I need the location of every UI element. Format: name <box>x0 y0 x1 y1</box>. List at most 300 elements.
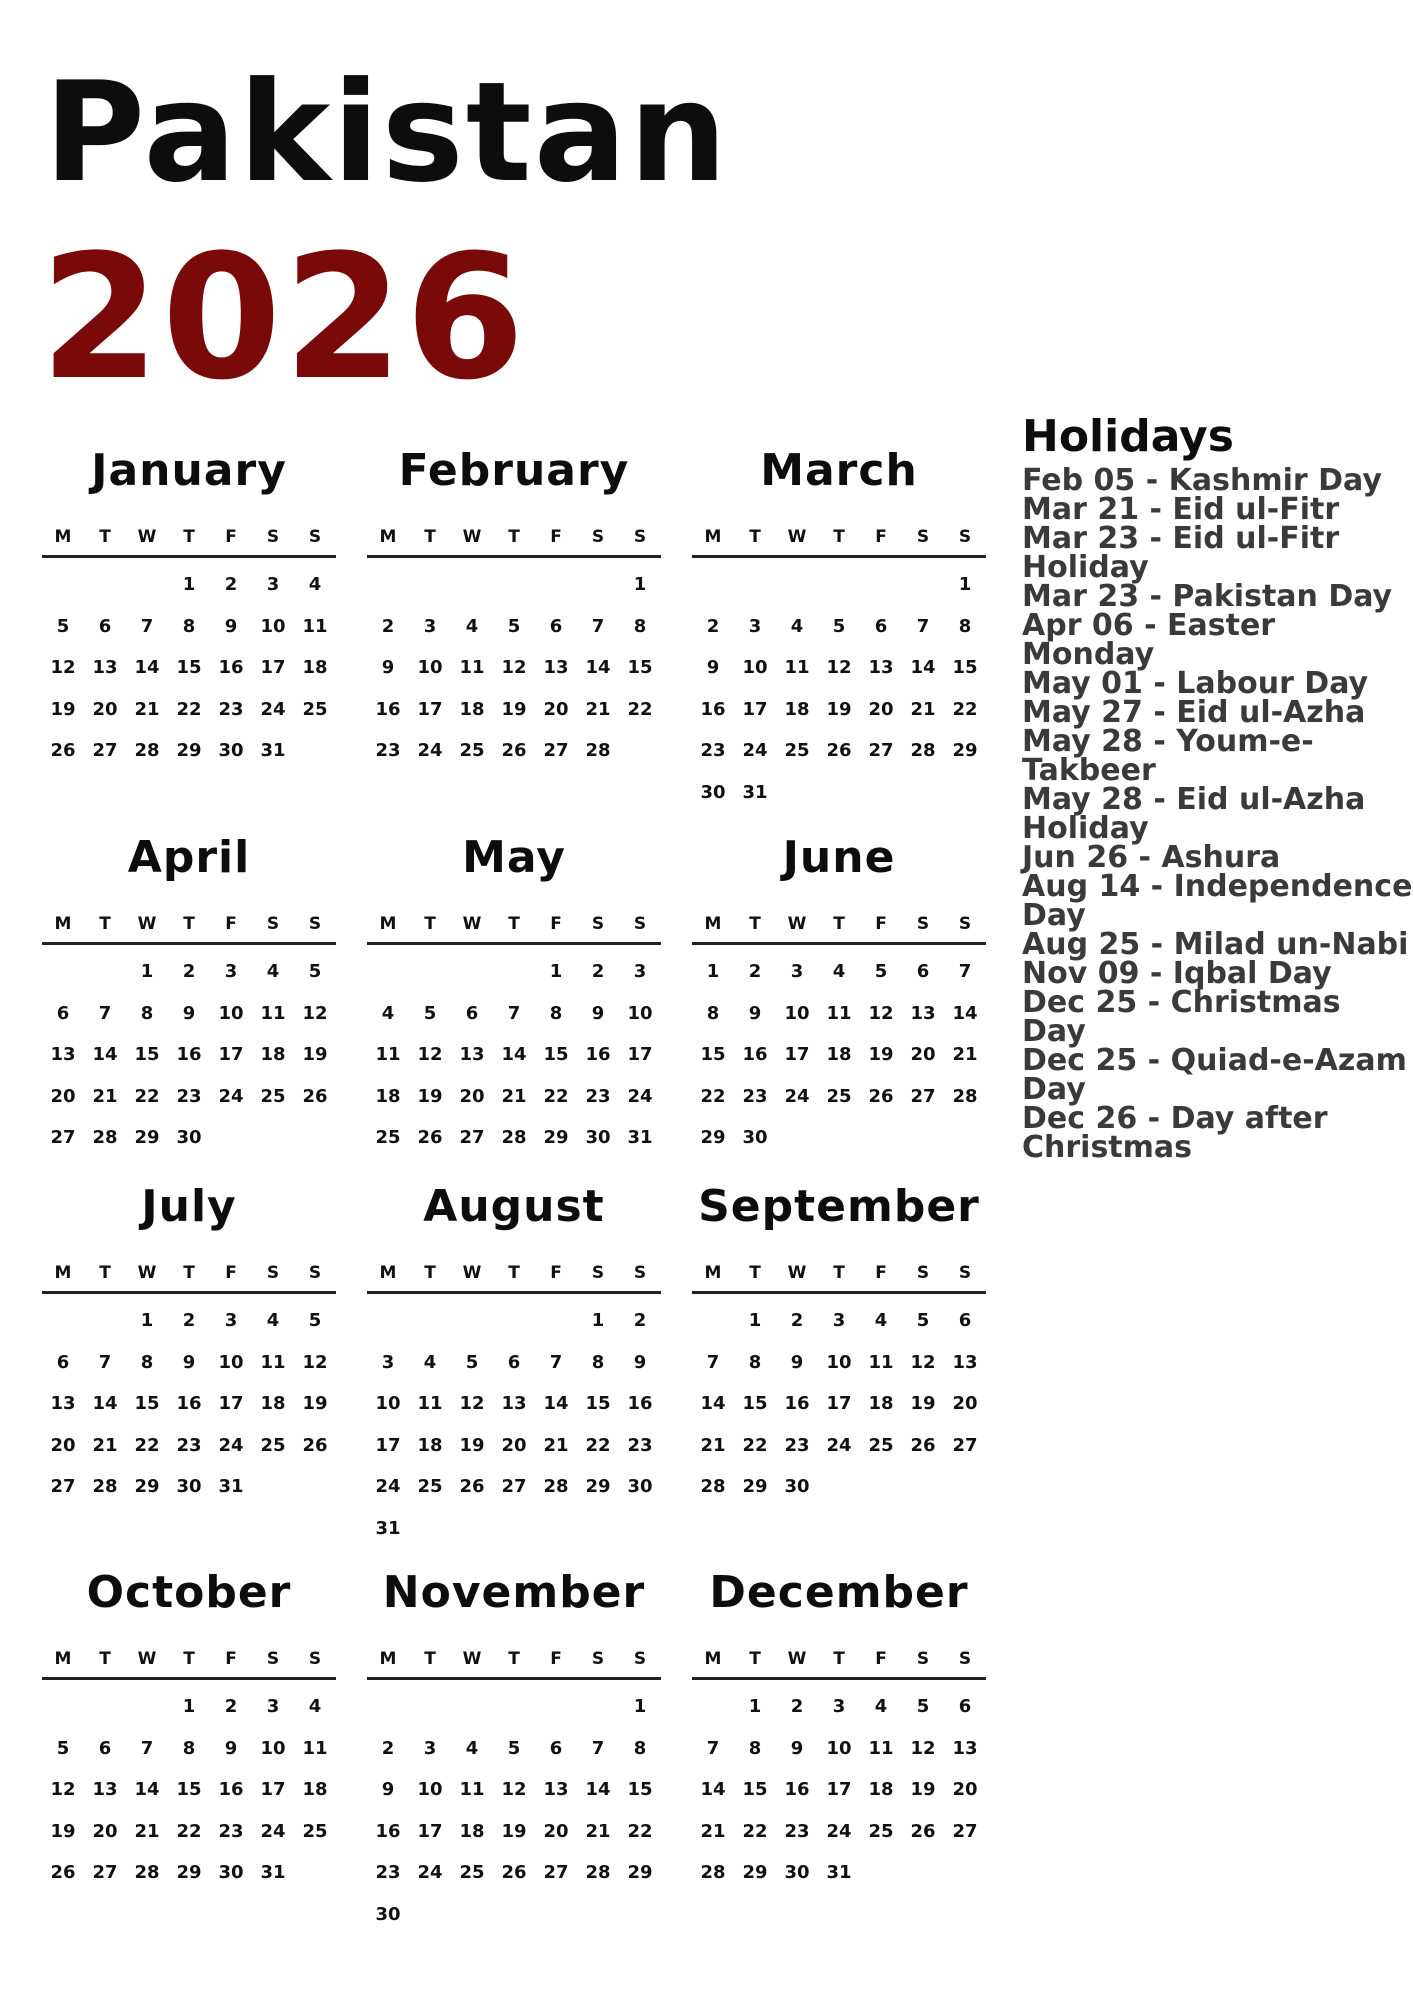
day-number: 11 <box>868 1351 894 1373</box>
day-number: 13 <box>543 1779 569 1800</box>
day-number: 3 <box>790 961 804 982</box>
day-number: 5 <box>423 1002 437 1024</box>
weekday-label: T <box>183 914 195 934</box>
day-number: 29 <box>176 1862 202 1883</box>
day-number: 15 <box>176 657 202 678</box>
day-number: 19 <box>459 1434 485 1456</box>
day-number: 27 <box>543 740 569 761</box>
day-number: 6 <box>958 1310 972 1331</box>
day-number: 16 <box>784 1779 810 1800</box>
day-number: 29 <box>627 1862 653 1883</box>
day-number: 5 <box>507 615 521 637</box>
day-number: 6 <box>56 1351 70 1373</box>
weekday-label: T <box>99 914 111 934</box>
day-number: 8 <box>633 615 647 637</box>
day-number: 15 <box>543 1044 569 1065</box>
day-number: 20 <box>952 1779 978 1800</box>
day-number: 15 <box>627 1779 653 1800</box>
month-february <box>367 447 661 778</box>
day-blank <box>409 957 451 999</box>
day-number: 2 <box>182 961 196 982</box>
weekday-label: W <box>787 914 807 934</box>
day-number: 24 <box>260 698 286 720</box>
weekday-label: T <box>508 914 520 934</box>
day-number: 21 <box>952 1044 978 1065</box>
day-number: 20 <box>543 1820 569 1842</box>
day-blank <box>493 1306 535 1348</box>
day-number: 28 <box>134 1862 160 1883</box>
day-number: 9 <box>381 657 395 678</box>
weekday-label: T <box>833 527 845 547</box>
day-number: 19 <box>501 1820 527 1842</box>
day-number: 5 <box>56 1737 70 1759</box>
day-number: 19 <box>910 1393 936 1414</box>
day-number: 17 <box>218 1044 244 1065</box>
day-number: 20 <box>868 698 894 720</box>
day-number: 2 <box>224 574 238 595</box>
holiday-item: Aug 25 - Milad un-Nabi <box>1022 927 1409 962</box>
day-number: 17 <box>260 1779 286 1800</box>
day-number: 28 <box>910 740 936 761</box>
day-number: 26 <box>302 1085 328 1107</box>
day-number: 24 <box>375 1476 401 1497</box>
day-number: 14 <box>585 657 611 678</box>
weekday-label: F <box>550 1649 562 1669</box>
day-number: 11 <box>302 1737 328 1759</box>
day-grid <box>692 1692 986 1900</box>
day-number: 3 <box>748 615 762 637</box>
day-number: 23 <box>742 1085 768 1107</box>
weekday-label: W <box>462 527 482 547</box>
day-blank <box>776 570 818 612</box>
weekday-label: W <box>137 914 157 934</box>
day-number: 24 <box>742 740 768 761</box>
day-number: 30 <box>375 1903 401 1925</box>
day-number: 24 <box>417 740 443 761</box>
day-number: 31 <box>260 740 286 761</box>
day-blank <box>367 957 409 999</box>
day-number: 28 <box>585 740 611 761</box>
day-number: 5 <box>56 615 70 637</box>
day-number: 5 <box>916 1696 930 1717</box>
day-number: 10 <box>417 657 443 678</box>
day-number: 5 <box>507 1737 521 1759</box>
holiday-item: Dec 25 - Quiad-e-Azam Day <box>1022 1043 1407 1107</box>
day-number: 7 <box>706 1737 720 1759</box>
day-number: 9 <box>591 1002 605 1024</box>
day-number: 21 <box>134 698 160 720</box>
day-number: 23 <box>784 1434 810 1456</box>
day-blank <box>84 570 126 612</box>
day-number: 28 <box>501 1127 527 1148</box>
day-blank <box>84 1692 126 1734</box>
day-number: 27 <box>952 1434 978 1456</box>
weekday-label: W <box>137 1263 157 1283</box>
month-march <box>692 447 986 819</box>
day-number: 27 <box>50 1476 76 1497</box>
day-number: 12 <box>302 1351 328 1373</box>
holiday-list <box>1022 463 1414 1165</box>
day-blank <box>860 570 902 612</box>
day-number: 29 <box>742 1862 768 1883</box>
weekday-label: F <box>225 1263 237 1283</box>
day-number: 2 <box>224 1696 238 1717</box>
day-number: 23 <box>627 1434 653 1456</box>
holiday-item: May 01 - Labour Day <box>1022 666 1369 701</box>
day-number: 26 <box>50 740 76 761</box>
day-number: 11 <box>375 1044 401 1065</box>
day-number: 23 <box>585 1085 611 1107</box>
day-blank <box>493 957 535 999</box>
day-number: 6 <box>549 615 563 637</box>
weekday-header <box>42 525 336 558</box>
day-number: 31 <box>742 781 768 803</box>
day-grid <box>42 1692 336 1900</box>
day-number: 14 <box>501 1044 527 1065</box>
day-number: 10 <box>784 1002 810 1024</box>
day-number: 23 <box>218 698 244 720</box>
weekday-label: F <box>875 1649 887 1669</box>
month-june <box>692 834 986 1165</box>
day-number: 7 <box>916 615 930 637</box>
month-may <box>367 834 661 1165</box>
day-blank <box>734 570 776 612</box>
day-number: 25 <box>459 1862 485 1883</box>
day-number: 28 <box>134 740 160 761</box>
day-number: 9 <box>706 657 720 678</box>
day-number: 18 <box>868 1779 894 1800</box>
day-number: 27 <box>459 1127 485 1148</box>
day-grid <box>367 1306 661 1555</box>
day-number: 24 <box>627 1085 653 1107</box>
day-number: 25 <box>784 740 810 761</box>
day-number: 9 <box>633 1351 647 1373</box>
day-number: 25 <box>375 1127 401 1148</box>
day-grid <box>692 570 986 819</box>
month-name: December <box>709 1567 969 1618</box>
weekday-label: F <box>550 914 562 934</box>
day-number: 20 <box>92 1820 118 1842</box>
weekday-label: M <box>54 914 72 934</box>
weekday-label: T <box>833 1263 845 1283</box>
day-number: 26 <box>501 1862 527 1883</box>
day-number: 8 <box>633 1737 647 1759</box>
weekday-label: T <box>424 1649 436 1669</box>
day-number: 9 <box>748 1002 762 1024</box>
day-grid <box>42 570 336 778</box>
weekday-label: T <box>508 527 520 547</box>
weekday-label: S <box>633 1263 647 1283</box>
day-number: 12 <box>501 657 527 678</box>
day-number: 2 <box>633 1310 647 1331</box>
day-number: 19 <box>302 1393 328 1414</box>
day-number: 18 <box>459 698 485 720</box>
day-number: 17 <box>742 698 768 720</box>
day-number: 6 <box>958 1696 972 1717</box>
day-number: 23 <box>375 740 401 761</box>
weekday-label: T <box>749 527 761 547</box>
weekday-label: F <box>875 527 887 547</box>
month-november <box>367 1569 661 1941</box>
day-number: 19 <box>50 698 76 720</box>
day-number: 8 <box>140 1002 154 1024</box>
day-number: 16 <box>627 1393 653 1414</box>
day-number: 12 <box>910 1737 936 1759</box>
day-number: 14 <box>92 1044 118 1065</box>
day-number: 4 <box>308 574 322 595</box>
weekday-label: S <box>916 1263 930 1283</box>
day-number: 28 <box>92 1476 118 1497</box>
day-blank <box>493 570 535 612</box>
day-number: 13 <box>910 1002 936 1024</box>
day-number: 31 <box>260 1862 286 1883</box>
day-number: 8 <box>182 615 196 637</box>
day-number: 17 <box>260 657 286 678</box>
day-number: 5 <box>832 615 846 637</box>
day-number: 29 <box>742 1476 768 1497</box>
month-name: July <box>141 1181 237 1232</box>
day-number: 1 <box>633 1696 647 1717</box>
day-number: 29 <box>134 1476 160 1497</box>
day-number: 26 <box>501 740 527 761</box>
day-number: 15 <box>700 1044 726 1065</box>
month-december <box>692 1569 986 1900</box>
day-number: 18 <box>302 657 328 678</box>
day-number: 4 <box>832 961 846 982</box>
day-number: 23 <box>784 1820 810 1842</box>
weekday-label: S <box>633 914 647 934</box>
day-number: 3 <box>381 1351 395 1373</box>
weekday-header <box>692 912 986 945</box>
day-number: 4 <box>874 1310 888 1331</box>
day-number: 2 <box>381 615 395 637</box>
day-blank <box>818 570 860 612</box>
day-number: 13 <box>952 1351 978 1373</box>
day-number: 26 <box>50 1862 76 1883</box>
day-blank <box>535 570 577 612</box>
month-name: March <box>760 445 918 496</box>
day-blank <box>367 1692 409 1734</box>
day-number: 16 <box>218 1779 244 1800</box>
day-number: 10 <box>218 1351 244 1373</box>
day-number: 25 <box>302 698 328 720</box>
day-number: 30 <box>176 1127 202 1148</box>
day-number: 16 <box>784 1393 810 1414</box>
weekday-label: T <box>99 1649 111 1669</box>
day-number: 26 <box>910 1434 936 1456</box>
day-number: 4 <box>381 1002 395 1024</box>
day-number: 11 <box>302 615 328 637</box>
day-blank <box>367 570 409 612</box>
day-number: 8 <box>748 1351 762 1373</box>
day-number: 30 <box>218 1862 244 1883</box>
month-name: May <box>462 832 566 883</box>
day-number: 16 <box>176 1393 202 1414</box>
day-number: 13 <box>952 1737 978 1759</box>
weekday-label: M <box>704 914 722 934</box>
day-number: 10 <box>260 615 286 637</box>
weekday-label: S <box>308 1263 322 1283</box>
day-number: 8 <box>549 1002 563 1024</box>
day-number: 7 <box>98 1351 112 1373</box>
day-number: 22 <box>176 1820 202 1842</box>
day-number: 8 <box>958 615 972 637</box>
weekday-label: W <box>787 1263 807 1283</box>
day-grid <box>692 957 986 1165</box>
day-number: 14 <box>92 1393 118 1414</box>
day-number: 9 <box>224 1737 238 1759</box>
day-number: 22 <box>742 1820 768 1842</box>
day-number: 9 <box>182 1351 196 1373</box>
day-number: 14 <box>952 1002 978 1024</box>
day-number: 19 <box>826 698 852 720</box>
weekday-label: F <box>875 1263 887 1283</box>
day-number: 16 <box>176 1044 202 1065</box>
day-number: 6 <box>98 1737 112 1759</box>
day-number: 3 <box>423 1737 437 1759</box>
weekday-label: T <box>833 914 845 934</box>
day-number: 19 <box>501 698 527 720</box>
day-number: 18 <box>826 1044 852 1065</box>
day-number: 17 <box>375 1434 401 1456</box>
day-number: 27 <box>868 740 894 761</box>
day-number: 11 <box>459 657 485 678</box>
day-blank <box>84 957 126 999</box>
day-number: 3 <box>832 1310 846 1331</box>
day-number: 11 <box>417 1393 443 1414</box>
day-number: 20 <box>92 698 118 720</box>
weekday-label: S <box>308 1649 322 1669</box>
day-blank <box>126 570 168 612</box>
day-number: 21 <box>501 1085 527 1107</box>
day-number: 18 <box>375 1085 401 1107</box>
weekday-label: T <box>508 1649 520 1669</box>
day-number: 10 <box>742 657 768 678</box>
day-blank <box>409 1692 451 1734</box>
day-number: 16 <box>742 1044 768 1065</box>
day-number: 7 <box>98 1002 112 1024</box>
day-number: 30 <box>784 1476 810 1497</box>
day-number: 13 <box>501 1393 527 1414</box>
day-number: 26 <box>910 1820 936 1842</box>
day-number: 24 <box>218 1085 244 1107</box>
weekday-label: F <box>550 527 562 547</box>
day-number: 25 <box>302 1820 328 1842</box>
day-number: 24 <box>826 1434 852 1456</box>
weekday-label: S <box>958 527 972 547</box>
day-blank <box>42 570 84 612</box>
weekday-label: S <box>958 914 972 934</box>
month-september <box>692 1183 986 1514</box>
day-number: 22 <box>700 1085 726 1107</box>
day-number: 19 <box>417 1085 443 1107</box>
day-number: 1 <box>958 574 972 595</box>
day-number: 18 <box>417 1434 443 1456</box>
day-number: 31 <box>826 1862 852 1883</box>
day-number: 26 <box>302 1434 328 1456</box>
day-blank <box>451 1306 493 1348</box>
day-number: 24 <box>826 1820 852 1842</box>
day-number: 6 <box>916 961 930 982</box>
month-april <box>42 834 336 1165</box>
day-number: 14 <box>700 1393 726 1414</box>
day-number: 5 <box>308 961 322 982</box>
day-blank <box>577 570 619 612</box>
day-number: 17 <box>417 698 443 720</box>
day-number: 10 <box>627 1002 653 1024</box>
day-grid <box>42 957 336 1165</box>
day-number: 13 <box>50 1393 76 1414</box>
calendar-title-country: Pakistan <box>44 52 730 213</box>
day-number: 9 <box>182 1002 196 1024</box>
day-number: 22 <box>627 1820 653 1842</box>
weekday-label: S <box>266 914 280 934</box>
day-number: 3 <box>224 1310 238 1331</box>
weekday-label: T <box>183 1263 195 1283</box>
day-number: 4 <box>790 615 804 637</box>
day-number: 22 <box>134 1434 160 1456</box>
day-number: 14 <box>134 1779 160 1800</box>
day-number: 3 <box>224 961 238 982</box>
day-number: 21 <box>585 1820 611 1842</box>
weekday-label: W <box>137 1649 157 1669</box>
day-number: 13 <box>459 1044 485 1065</box>
day-number: 3 <box>266 574 280 595</box>
holiday-item: Feb 05 - Kashmir Day <box>1022 463 1382 498</box>
day-number: 27 <box>92 1862 118 1883</box>
day-number: 10 <box>826 1737 852 1759</box>
day-number: 31 <box>218 1476 244 1497</box>
day-number: 12 <box>910 1351 936 1373</box>
day-number: 22 <box>543 1085 569 1107</box>
month-name: June <box>782 832 896 883</box>
day-number: 17 <box>218 1393 244 1414</box>
weekday-label: T <box>749 1649 761 1669</box>
day-number: 17 <box>627 1044 653 1065</box>
day-number: 15 <box>742 1779 768 1800</box>
day-number: 12 <box>417 1044 443 1065</box>
day-blank <box>535 1306 577 1348</box>
day-number: 7 <box>706 1351 720 1373</box>
day-number: 19 <box>302 1044 328 1065</box>
day-number: 1 <box>633 574 647 595</box>
day-number: 25 <box>459 740 485 761</box>
weekday-label: S <box>308 914 322 934</box>
day-number: 7 <box>140 1737 154 1759</box>
day-number: 3 <box>266 1696 280 1717</box>
calendar-title-year: 2026 <box>40 217 527 418</box>
day-number: 14 <box>910 657 936 678</box>
day-number: 30 <box>784 1862 810 1883</box>
weekday-label: S <box>633 527 647 547</box>
weekday-label: S <box>308 527 322 547</box>
day-number: 5 <box>308 1310 322 1331</box>
day-number: 31 <box>627 1127 653 1148</box>
month-name: August <box>423 1181 605 1232</box>
day-blank <box>126 1692 168 1734</box>
day-blank <box>451 957 493 999</box>
weekday-header <box>42 912 336 945</box>
holiday-item: Mar 21 - Eid ul-Fitr <box>1022 492 1340 527</box>
day-number: 20 <box>50 1434 76 1456</box>
day-number: 13 <box>92 1779 118 1800</box>
day-number: 1 <box>182 574 196 595</box>
day-number: 2 <box>591 961 605 982</box>
weekday-label: S <box>916 527 930 547</box>
day-grid <box>367 957 661 1165</box>
day-number: 12 <box>459 1393 485 1414</box>
day-number: 2 <box>182 1310 196 1331</box>
